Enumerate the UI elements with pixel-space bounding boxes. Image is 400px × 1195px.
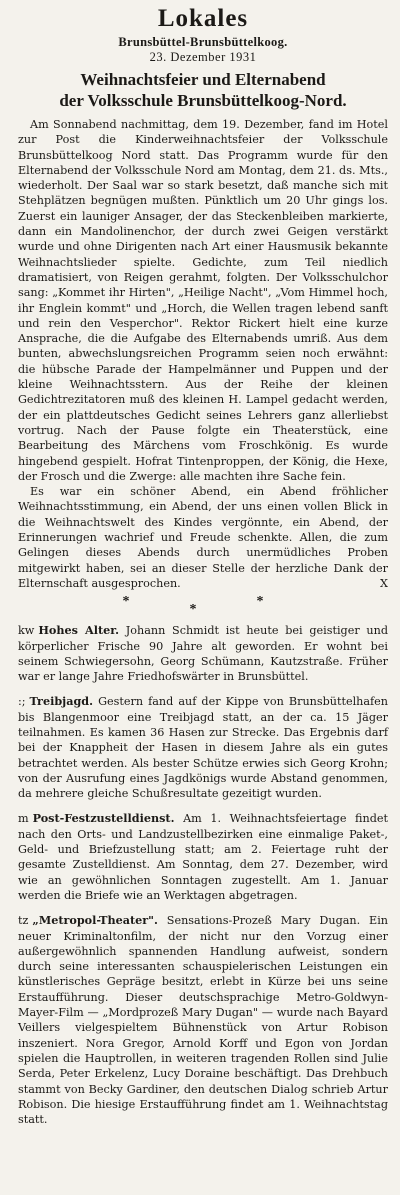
news-item-prefix: :; xyxy=(18,695,26,709)
news-item-kicker: Post-Festzustelldienst. xyxy=(32,811,175,826)
article-paragraph-1: Am Sonnabend nachmittag, dem 19. Dezember, fand im Hotel zur Post die Kinderweihnachtsfeier der Volksschule Brunsbüttelkoog Nord statt. Das Programm wurde für den Elternabend der Volksschule Nord am Montag, dem 21. ds. Mts., wiederholt. Der Saal war so stark besetzt, daß manche sich mit Stehplätzen begnügen mußten. Pünktlich um 20 Uhr gings los. Zuerst ein launiger Ansager, der das Steckenbleiben markierte, dann ein Mandolinenchor, der durch zwei Geigen verstärkt wurde und ohne Dirigenten nach Art einer Hausmusik bekannte Weihnachtslieder spielte. Gedichte, zum Teil niedlich dramatisiert, von Reigen gerahmt, folgten. Der Volksschulchor sang: „Kommet ihr Hirten", „Heilige Nacht", „Vom Himmel hoch, ihr Englein kommt" und „Horch, die Wellen tragen lebend sanft und rein den Vesperchor". Rektor Rickert hielt eine kurze Ansprache, die die Aufgabe des Elternabends umriß. Aus dem bunten, abwechslungsreichen Programm seien noch erwähnt: die hübsche Parade der Hampelmänner und Puppen und der kleine Weihnachtsstern. Aus der Reihe der kleinen Gedichtrezitatoren muß des kleinen H. Lampel gedacht werden, der ein plattdeutsches Gedicht seines Lehrers ganz allerliebst vortrug. Nach der Pause folgte ein Theaterstück, eine Bearbeitung des Märchens vom Froschkönig. Es wurde hingebend gespielt. Hofrat Tintenproppen, der König, die Hexe, der Frosch und die Zwerge: alle machten ihre Sache fein. xyxy=(18,118,388,483)
news-item-post-festzustelldienst xyxy=(18,811,388,903)
news-item-treibjagd xyxy=(18,694,388,801)
section-date: 23. Dezember 1931 xyxy=(149,50,257,64)
news-item-prefix: tz xyxy=(18,914,29,928)
section-title: Lokales xyxy=(157,5,249,32)
news-item-text: Sensations-Prozeß Mary Dugan. Ein neuer Kriminaltonfilm, der nicht nur den Vorzug einer außergewöhnlich spannenden Handlung aufweist, sondern durch seine interessanten schauspielerischen Leistungen ein künstlerisches Gepräge besitzt, erlebt in Kürze bei uns seine Erstaufführung. Dieser deutschsprachige Metro-Goldwyn-Mayer-Film — „Mordprozeß Mary Dugan" — wurde nach Bayard Veillers vielgespieltem Bühnenstück von Artur Robison inszeniert. Nora Gregor, Arnold Korff und Egon von Jordan spielen die Hauptrollen, in weiteren tragenden Rollen sind Julie Serda, Peter Erkelenz, Lucy Doraine beschäftigt. Das Drehbuch stammt von Becky Gardiner, den deutschen Dialog schrieb Artur Robison. Die hiesige Erstaufführung findet am 1. Weihnachtstag statt. xyxy=(18,914,388,1127)
news-item-prefix: kw xyxy=(18,624,35,638)
news-item-prefix: m xyxy=(18,812,29,826)
article-paragraph-2 xyxy=(18,484,388,591)
section-place: Brunsbüttel-Brunsbüttelkoog. xyxy=(118,35,288,49)
headline-line-1: Weihnachtsfeier und Elternabend xyxy=(80,70,326,89)
article-paragraph-2-text: Es war ein schöner Abend, ein Abend fröhlicher Weihnachtsstimmung, ein Abend, der uns einen vollen Blick in die Weihnachtswelt des Kindes vergönnte, ein Abend, der Erinnerungen wachrief und Freude schenkte. Allen, die zum Gelingen dieses Abends durch unermüdliches Proben mitgewirkt haben, sei an dieser Stelle der herzliche Dank der Elternschaft ausgesprochen. xyxy=(18,485,388,590)
news-item-kicker: Treibjagd. xyxy=(29,694,93,709)
article-headline xyxy=(18,69,388,111)
news-item-text: Gestern fand auf der Kippe von Brunsbüttelhafen bis Blangenmoor eine Treibjagd statt, an der ca. 15 Jäger teilnahmen. Es kamen 36 Hasen zur Strecke. Das Ergebnis darf bei der Knappheit der Hasen in diesem Jahre als ein gutes betrachtet werden. Als bester Schütze erwies sich Georg Krohn; von der Ausrufung eines Jagdkönigs wurde Abstand genommen, da mehrere gleiche Schußresultate gezeitigt wurden. xyxy=(18,695,389,801)
separator-star: * xyxy=(256,594,324,610)
separator-star: * xyxy=(122,594,190,610)
news-item-kicker: Hohes Alter. xyxy=(38,623,120,638)
news-item-metropol-theater xyxy=(18,913,388,1127)
separator-star: * xyxy=(189,602,257,618)
news-item-kicker: „Metropol-Theater". xyxy=(32,913,158,928)
news-item-text: Am 1. Weihnachtsfeiertage findet nach den Orts- und Landzustellbezirken eine einmalige Paket-, Geld- und Briefzustellung statt; am 2. Feiertage ruht der gesamte Zustelldienst. Am Sonntag, dem 27. Dezember, wird wie an gewöhnlichen Sonntagen zugestellt. Am 1. Januar werden die Briefe wie an Werktagen abgetragen. xyxy=(18,812,388,902)
news-item-hohes-alter xyxy=(18,623,388,684)
news-item-text: Johann Schmidt ist heute bei geistiger und körperlicher Frische 90 Jahre alt geworden. Er wohnt bei seinem Schwiegersohn, Georg Schümann, Kautzstraße. Früher war er lange Jahre Friedhofswärter in Brunsbüttel. xyxy=(18,624,388,684)
headline-line-2: der Volksschule Brunsbüttelkoog-Nord. xyxy=(59,91,347,110)
article-signature: X xyxy=(380,576,388,590)
separator-stars xyxy=(58,595,388,617)
